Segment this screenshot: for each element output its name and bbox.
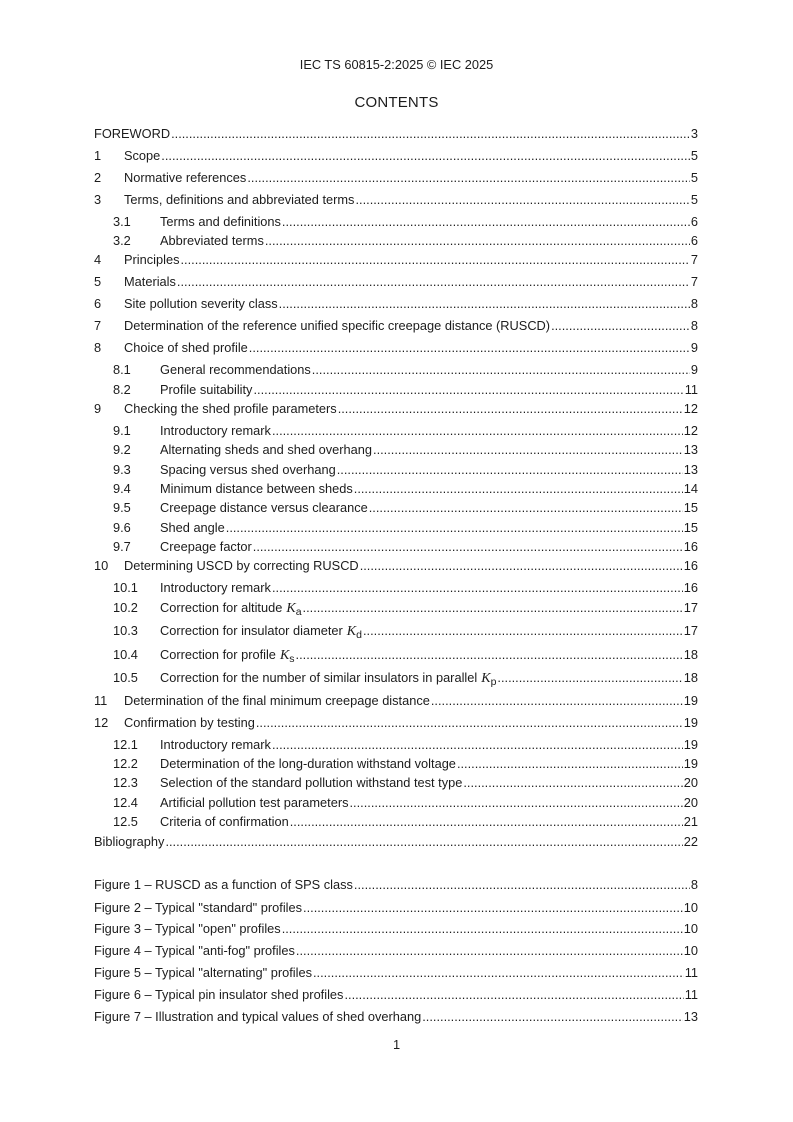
dot-leader — [369, 500, 683, 516]
toc-entry-title-with-symbol — [160, 623, 362, 640]
figure-list-entry-3[interactable] — [94, 921, 698, 937]
toc-entry-10-2[interactable] — [94, 600, 698, 616]
document-header: IEC TS 60815-2:2025 © IEC 2025 — [299, 57, 494, 72]
toc-entry-number: 10.2 — [113, 600, 138, 615]
toc-entry-10-1[interactable] — [94, 580, 698, 596]
contents-heading: CONTENTS — [354, 94, 439, 111]
toc-entry-title: Selection of the standard pollution withstand test type — [160, 775, 463, 790]
toc-entry-9[interactable] — [94, 401, 698, 417]
figure-entry-title: Figure 6 – Typical pin insulator shed profiles — [94, 987, 344, 1002]
toc-entry-page: 15 — [683, 500, 698, 515]
dot-leader — [303, 900, 683, 916]
toc-entry-9-3[interactable] — [94, 462, 698, 478]
dot-leader — [373, 442, 683, 458]
toc-entry-title: Scope — [124, 148, 161, 163]
dot-leader — [463, 775, 682, 791]
toc-entry-3-1[interactable] — [94, 214, 698, 230]
toc-entry-page: 13 — [683, 462, 698, 477]
correction-factor-symbol: K — [286, 601, 296, 616]
figure-entry-title: Figure 3 – Typical "open" profiles — [94, 921, 281, 936]
toc-entry-title: Bibliography — [94, 834, 165, 849]
dot-leader — [349, 795, 682, 811]
toc-entry-title: Shed angle — [160, 520, 225, 535]
dot-leader — [272, 737, 683, 753]
toc-entry-number: 3.2 — [113, 233, 131, 248]
figure-entry-title: Figure 7 – Illustration and typical values of shed overhang — [94, 1009, 422, 1024]
toc-entry-page: 21 — [683, 814, 698, 829]
toc-entry-title: Correction for profile — [160, 647, 276, 662]
toc-entry-number: 12.5 — [113, 814, 138, 829]
toc-entry-title: Terms, definitions and abbreviated terms — [124, 192, 355, 207]
figure-entry-title: Figure 1 – RUSCD as a function of SPS class — [94, 877, 353, 892]
toc-entry-number: 1 — [94, 148, 102, 163]
toc-entry-title: Determination of the reference unified specific creepage distance (RUSCD) — [124, 318, 551, 333]
toc-entry-number: 2 — [94, 170, 102, 185]
toc-entry-page: 5 — [690, 192, 698, 207]
toc-entry-12-1[interactable] — [94, 737, 698, 753]
toc-entry-number: 12.1 — [113, 737, 138, 752]
toc-entry-number: 5 — [94, 274, 102, 289]
toc-entry-title: Correction for altitude — [160, 600, 283, 615]
toc-entry-bibliography[interactable] — [94, 834, 698, 850]
dot-leader — [363, 623, 683, 639]
toc-entry-2[interactable] — [94, 170, 698, 186]
toc-entry-title: Determining USCD by correcting RUSCD — [124, 558, 359, 573]
toc-entry-9-7[interactable] — [94, 539, 698, 555]
toc-entry-12-3[interactable] — [94, 775, 698, 791]
toc-entry-3-2[interactable] — [94, 233, 698, 249]
toc-entry-page: 8 — [690, 296, 698, 311]
toc-entry-number: 10 — [94, 558, 109, 573]
toc-entry-number: 8.1 — [113, 362, 131, 377]
toc-entry-number: 10.1 — [113, 580, 138, 595]
dot-leader — [457, 756, 683, 772]
toc-entry-page: 11 — [684, 382, 698, 397]
toc-entry-number: 9 — [94, 401, 102, 416]
toc-entry-number: 10.5 — [113, 670, 138, 685]
toc-entry-page: 20 — [683, 795, 698, 810]
dot-leader — [256, 715, 683, 731]
toc-entry-title-with-symbol — [160, 647, 295, 664]
toc-entry-number: 9.5 — [113, 500, 131, 515]
correction-factor-symbol: K — [346, 624, 357, 639]
dot-leader — [165, 834, 682, 850]
toc-entry-page: 5 — [690, 148, 698, 163]
toc-entry-title: Correction for insulator diameter — [160, 623, 343, 638]
toc-entry-number: 9.3 — [113, 462, 131, 477]
dot-leader — [253, 539, 683, 555]
figure-entry-title: Figure 5 – Typical "alternating" profiles — [94, 965, 312, 980]
page-number: 1 — [392, 1037, 401, 1052]
toc-entry-8-2[interactable] — [94, 382, 698, 398]
toc-entry-page: 16 — [683, 539, 698, 554]
dot-leader — [282, 921, 683, 937]
toc-entry-page: 20 — [683, 775, 698, 790]
toc-entry-title: Determination of the long-duration withstand voltage — [160, 756, 456, 771]
toc-entry-page: 22 — [683, 834, 698, 849]
toc-entry-title: Abbreviated terms — [160, 233, 264, 248]
toc-entry-9-6[interactable] — [94, 520, 698, 536]
dot-leader — [296, 647, 683, 663]
toc-entry-number: 9.4 — [113, 481, 131, 496]
dot-leader — [161, 148, 690, 164]
toc-entry-number: 10.3 — [113, 623, 138, 638]
toc-entry-9-5[interactable] — [94, 500, 698, 516]
dot-leader — [272, 423, 683, 439]
toc-entry-number: 8.2 — [113, 382, 131, 397]
dot-leader — [360, 558, 683, 574]
figure-list-entry-5[interactable] — [94, 965, 698, 981]
toc-entry-title: Spacing versus shed overhang — [160, 462, 336, 477]
correction-factor-symbol: K — [279, 648, 290, 663]
toc-entry-9-2[interactable] — [94, 442, 698, 458]
toc-entry-12-2[interactable] — [94, 756, 698, 772]
toc-entry-page: 7 — [690, 252, 698, 267]
toc-entry-number: 9.2 — [113, 442, 131, 457]
toc-entry-page: 18 — [683, 647, 698, 662]
toc-entry-3[interactable] — [94, 192, 698, 208]
toc-entry-title: Minimum distance between sheds — [160, 481, 353, 496]
dot-leader — [354, 877, 690, 893]
figure-entry-page: 10 — [683, 921, 698, 936]
correction-factor-symbol: K — [481, 671, 491, 686]
toc-entry-number: 7 — [94, 318, 102, 333]
toc-entry-number: 3 — [94, 192, 102, 207]
toc-entry-number: 4 — [94, 252, 102, 267]
toc-entry-page: 18 — [683, 670, 698, 685]
dot-leader — [422, 1009, 683, 1025]
toc-entry-title: Normative references — [124, 170, 247, 185]
toc-entry-12[interactable] — [94, 715, 698, 731]
toc-entry-title: Alternating sheds and shed overhang — [160, 442, 373, 457]
dot-leader — [303, 600, 683, 616]
toc-entry-11[interactable] — [94, 693, 698, 709]
figure-entry-page: 10 — [683, 900, 698, 915]
figure-entry-title: Figure 2 – Typical "standard" profiles — [94, 900, 303, 915]
figure-list-entry-6[interactable] — [94, 987, 698, 1003]
toc-entry-number: 8 — [94, 340, 102, 355]
toc-entry-title: Profile suitability — [160, 382, 253, 397]
toc-entry-10-5[interactable] — [94, 670, 698, 686]
toc-entry-title: Terms and definitions — [160, 214, 281, 229]
toc-entry-number: 9.7 — [113, 539, 131, 554]
toc-entry-page: 3 — [690, 126, 698, 141]
dot-leader — [249, 340, 690, 356]
toc-entry-number: 3.1 — [113, 214, 131, 229]
dot-leader — [296, 943, 683, 959]
toc-entry-9-4[interactable] — [94, 481, 698, 497]
toc-entry-10-4[interactable] — [94, 647, 698, 663]
dot-leader — [344, 987, 683, 1003]
figure-list-entry-1[interactable] — [94, 877, 698, 893]
dot-leader — [279, 296, 690, 312]
toc-entry-10-3[interactable] — [94, 623, 698, 639]
correction-factor-subscript: a — [295, 606, 302, 618]
toc-entry-title: Correction for the number of similar insulators in parallel — [160, 670, 478, 685]
dot-leader — [282, 214, 690, 230]
toc-entry-number: 10.4 — [113, 647, 138, 662]
toc-entry-8[interactable] — [94, 340, 698, 356]
toc-entry-page: 14 — [683, 481, 698, 496]
toc-entry-page: 16 — [683, 580, 698, 595]
toc-entry-9-1[interactable] — [94, 423, 698, 439]
toc-entry-12-5[interactable] — [94, 814, 698, 830]
toc-entry-title: Checking the shed profile parameters — [124, 401, 337, 416]
toc-entry-page: 15 — [683, 520, 698, 535]
toc-entry-title: Criteria of confirmation — [160, 814, 289, 829]
dot-leader — [177, 274, 690, 290]
dot-leader — [171, 126, 690, 142]
toc-entry-number: 9.1 — [113, 423, 131, 438]
toc-entry-page: 17 — [683, 623, 698, 638]
figure-entry-page: 13 — [683, 1009, 698, 1024]
toc-entry-page: 8 — [690, 318, 698, 333]
dot-leader — [354, 481, 683, 497]
figure-list-entry-4[interactable] — [94, 943, 698, 959]
toc-entry-page: 19 — [683, 693, 698, 708]
toc-entry-title: General recommendations — [160, 362, 311, 377]
toc-entry-1[interactable] — [94, 148, 698, 164]
toc-entry-6[interactable] — [94, 296, 698, 312]
toc-entry-title: Choice of shed profile — [124, 340, 248, 355]
toc-entry-title: Introductory remark — [160, 580, 271, 595]
dot-leader — [312, 362, 690, 378]
dot-leader — [338, 401, 683, 417]
dot-leader — [272, 580, 683, 596]
toc-entry-page: 16 — [683, 558, 698, 573]
toc-entry-number: 6 — [94, 296, 102, 311]
toc-entry-title: Confirmation by testing — [124, 715, 255, 730]
toc-entry-8-1[interactable] — [94, 362, 698, 378]
toc-entry-page: 13 — [683, 442, 698, 457]
toc-entry-title: Introductory remark — [160, 423, 271, 438]
toc-entry-title: Creepage distance versus clearance — [160, 500, 368, 515]
dot-leader — [497, 670, 682, 686]
dot-leader — [265, 233, 690, 249]
toc-entry-title: Creepage factor — [160, 539, 252, 554]
dot-leader — [226, 520, 683, 536]
figure-list-entry-7[interactable] — [94, 1009, 698, 1025]
figure-entry-page: 10 — [683, 943, 698, 958]
toc-entry-number: 12.3 — [113, 775, 138, 790]
toc-entry-title: FOREWORD — [94, 126, 171, 141]
toc-entry-number: 12.4 — [113, 795, 138, 810]
dot-leader — [337, 462, 683, 478]
toc-entry-number: 12 — [94, 715, 109, 730]
dot-leader — [551, 318, 690, 334]
toc-entry-foreword[interactable] — [94, 126, 698, 142]
toc-entry-title: Introductory remark — [160, 737, 271, 752]
toc-entry-page: 19 — [683, 715, 698, 730]
figure-entry-page: 8 — [690, 877, 698, 892]
toc-entry-title: Principles — [124, 252, 180, 267]
figure-entry-title: Figure 4 – Typical "anti-fog" profiles — [94, 943, 295, 958]
dot-leader — [180, 252, 689, 268]
toc-entry-page: 6 — [690, 214, 698, 229]
correction-factor-subscript: s — [289, 653, 295, 665]
toc-entry-12-4[interactable] — [94, 795, 698, 811]
toc-entry-4[interactable] — [94, 252, 698, 268]
toc-entry-page: 5 — [690, 170, 698, 185]
toc-entry-title-with-symbol — [160, 600, 302, 617]
dot-leader — [313, 965, 684, 981]
toc-entry-page: 19 — [683, 737, 698, 752]
toc-entry-number: 9.6 — [113, 520, 131, 535]
toc-entry-page: 17 — [683, 600, 698, 615]
toc-entry-number: 12.2 — [113, 756, 138, 771]
toc-entry-page: 12 — [683, 401, 698, 416]
correction-factor-subscript: p — [490, 676, 497, 688]
figure-list-entry-2[interactable] — [94, 900, 698, 916]
toc-entry-page: 9 — [690, 340, 698, 355]
dot-leader — [253, 382, 683, 398]
toc-entry-title: Artificial pollution test parameters — [160, 795, 349, 810]
dot-leader — [247, 170, 690, 186]
toc-entry-page: 12 — [683, 423, 698, 438]
correction-factor-subscript: d — [356, 629, 362, 641]
toc-entry-page: 7 — [690, 274, 698, 289]
toc-entry-title: Site pollution severity class — [124, 296, 278, 311]
toc-entry-page: 19 — [683, 756, 698, 771]
toc-entry-page: 6 — [690, 233, 698, 248]
toc-entry-title: Determination of the final minimum creepage distance — [124, 693, 430, 708]
dot-leader — [431, 693, 683, 709]
toc-entry-title-with-symbol — [160, 670, 496, 687]
figure-entry-page: 11 — [684, 965, 698, 980]
toc-entry-number: 11 — [94, 693, 108, 708]
dot-leader — [290, 814, 683, 830]
toc-entry-7[interactable] — [94, 318, 698, 334]
toc-entry-5[interactable] — [94, 274, 698, 290]
figure-entry-page: 11 — [684, 987, 698, 1002]
toc-entry-page: 9 — [690, 362, 698, 377]
toc-entry-10[interactable] — [94, 558, 698, 574]
dot-leader — [355, 192, 689, 208]
toc-entry-title: Materials — [124, 274, 176, 289]
